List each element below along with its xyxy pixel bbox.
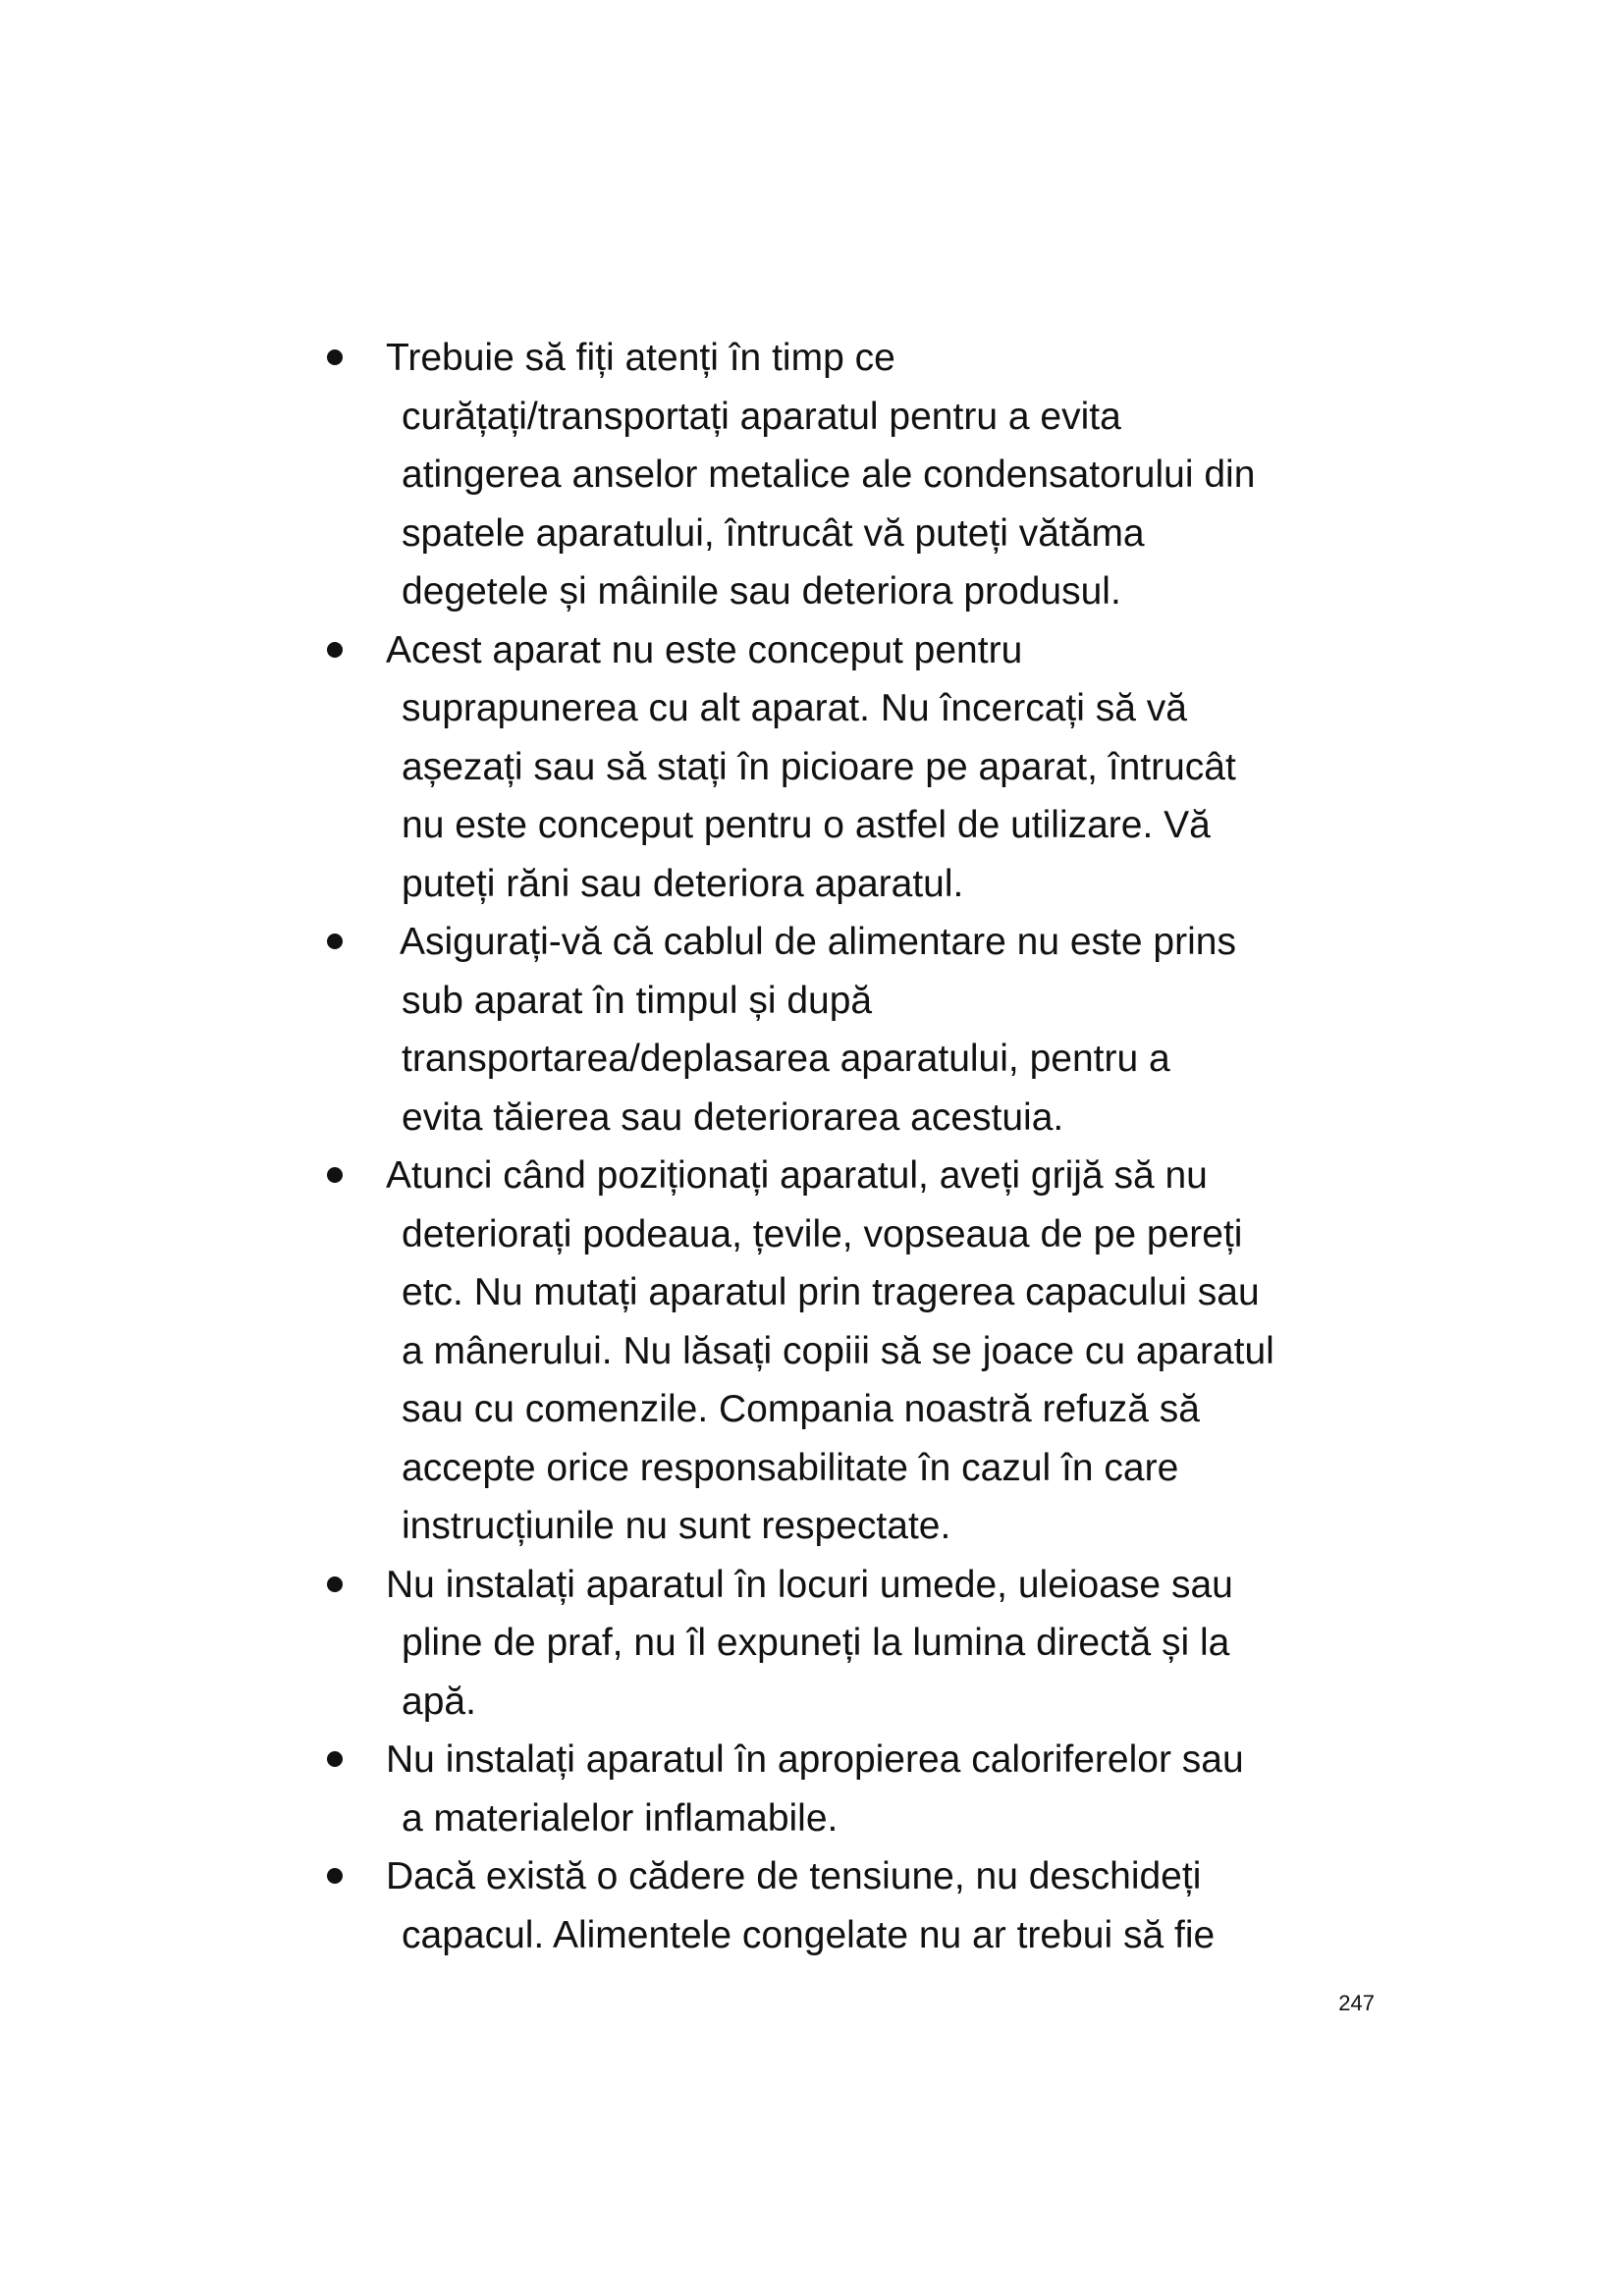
- bullet-text-line: apă.: [402, 1680, 476, 1723]
- bullet-icon: [327, 1868, 343, 1884]
- bullet-icon: [327, 1576, 343, 1592]
- bullet-text-line: Asigurați-vă că cablul de alimentare nu este prins: [400, 921, 1236, 963]
- bullet-text-line: suprapunerea cu alt aparat. Nu încercați să vă: [402, 687, 1187, 729]
- bullet-text-line: Trebuie să fiți atenți în timp ce: [386, 337, 895, 379]
- bullet-text-line: etc. Nu mutați aparatul prin tragerea capacului sau: [402, 1271, 1260, 1313]
- bullet-text-line: pline de praf, nu îl expuneți la lumina directă și la: [402, 1622, 1230, 1664]
- bullet-item: [324, 1147, 1384, 1556]
- bullet-item: [324, 1556, 1384, 1732]
- bullet-text-line: a materialelor inflamabile.: [402, 1796, 839, 1840]
- bullet-text-line: puteți răni sau deteriora aparatul.: [402, 862, 964, 905]
- bullet-icon: [327, 349, 343, 365]
- bullet-icon: [327, 934, 343, 949]
- bullet-text-line: Dacă există o cădere de tensiune, nu deschideți: [386, 1855, 1202, 1897]
- page-number: 247: [1338, 1991, 1375, 2015]
- bullet-text-line: nu este conceput pentru o astfel de utilizare. Vă: [402, 804, 1211, 846]
- bullet-icon: [327, 1751, 343, 1767]
- bullet-icon: [327, 1167, 343, 1183]
- bullet-icon: [327, 642, 343, 658]
- bullet-text-line: Atunci când poziționați aparatul, aveți grijă să nu: [386, 1154, 1208, 1197]
- bullet-text-line: spatele aparatului, întrucât vă puteți vătăma: [402, 511, 1145, 555]
- bullet-text-line: Acest aparat nu este conceput pentru: [386, 628, 1023, 671]
- bullet-text-line: atingerea anselor metalice ale condensatorului din: [402, 454, 1256, 496]
- bullet-text-line: evita tăierea sau deteriorarea acestuia.: [402, 1095, 1064, 1139]
- bullet-item: [324, 621, 1384, 914]
- bullet-text-line: Nu instalați aparatul în locuri umede, uleioase sau: [386, 1563, 1233, 1606]
- bullet-item: [324, 1847, 1384, 1964]
- bullet-text-line: transportarea/deplasarea aparatului, pentru a: [402, 1038, 1170, 1080]
- bullet-item: [324, 329, 1384, 621]
- bullet-item: [324, 913, 1384, 1147]
- bullet-text-line: a mânerului. Nu lăsați copiii să se joace cu aparatul: [402, 1329, 1274, 1372]
- bullet-item: [324, 1731, 1384, 1847]
- bullet-text-line: Nu instalați aparatul în apropierea caloriferelor sau: [386, 1738, 1244, 1781]
- bullet-text-line: așezați sau să stați în picioare pe aparat, întrucât: [402, 745, 1236, 788]
- bullet-text-line: deteriorați podeaua, țevile, vopseaua de pe pereți: [402, 1212, 1243, 1255]
- bullet-text-line: instrucțiunile nu sunt respectate.: [402, 1505, 951, 1547]
- bullet-text-line: curățați/transportați aparatul pentru a evita: [402, 395, 1121, 438]
- bullet-text-line: sau cu comenzile. Compania noastră refuză să: [402, 1388, 1200, 1430]
- bullet-text-line: degetele și mâinile sau deteriora produsul.: [402, 570, 1121, 613]
- bullet-text-line: accepte orice responsabilitate în cazul în care: [402, 1446, 1179, 1489]
- bullet-text-line: sub aparat în timpul și după: [402, 979, 873, 1022]
- safety-bullet-list: [324, 329, 1384, 1964]
- bullet-text-line: capacul. Alimentele congelate nu ar trebui să fie: [402, 1913, 1216, 1956]
